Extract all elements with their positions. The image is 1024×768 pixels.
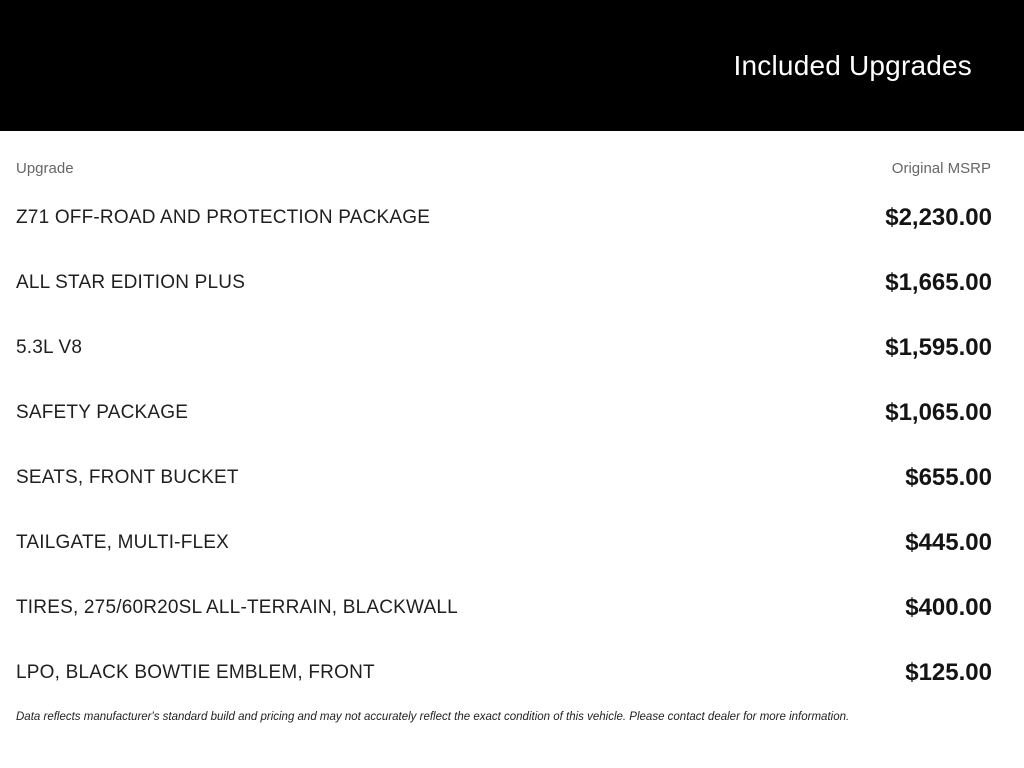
upgrade-name: LPO, BLACK BOWTIE EMBLEM, FRONT bbox=[16, 661, 375, 683]
list-item bbox=[16, 250, 992, 315]
upgrade-price: $125.00 bbox=[905, 658, 992, 686]
upgrade-name: TIRES, 275/60R20SL ALL-TERRAIN, BLACKWALL bbox=[16, 596, 458, 618]
column-headers bbox=[16, 160, 991, 180]
list-item bbox=[16, 575, 992, 640]
upgrade-name: ALL STAR EDITION PLUS bbox=[16, 271, 246, 293]
page-title: Included Upgrades bbox=[733, 50, 972, 81]
upgrade-name: 5.3L V8 bbox=[16, 336, 83, 358]
list-item bbox=[16, 640, 992, 705]
column-header-upgrade: Upgrade bbox=[16, 160, 74, 177]
upgrade-name: SAFETY PACKAGE bbox=[16, 401, 189, 423]
disclaimer-text: Data reflects manufacturer's standard build and pricing and may not accurately reflect the exact condition of this vehicle. Please contact dealer for more information. bbox=[16, 711, 850, 723]
list-item bbox=[16, 315, 992, 380]
upgrade-price: $1,665.00 bbox=[885, 268, 992, 296]
list-item bbox=[16, 380, 992, 445]
upgrade-name: SEATS, FRONT BUCKET bbox=[16, 466, 239, 488]
list-item bbox=[16, 510, 992, 575]
upgrade-price: $655.00 bbox=[905, 463, 992, 491]
upgrade-name: TAILGATE, MULTI-FLEX bbox=[16, 531, 230, 553]
list-item bbox=[16, 185, 992, 250]
upgrade-price: $445.00 bbox=[905, 528, 992, 556]
upgrades-list bbox=[16, 185, 992, 705]
list-item bbox=[16, 445, 992, 510]
column-header-msrp: Original MSRP bbox=[891, 160, 991, 177]
upgrade-price: $1,595.00 bbox=[885, 333, 992, 361]
upgrade-price: $2,230.00 bbox=[885, 203, 992, 231]
upgrade-price: $400.00 bbox=[905, 593, 992, 621]
header-banner bbox=[0, 0, 1024, 131]
upgrade-price: $1,065.00 bbox=[885, 398, 992, 426]
upgrade-name: Z71 OFF-ROAD AND PROTECTION PACKAGE bbox=[16, 206, 431, 228]
